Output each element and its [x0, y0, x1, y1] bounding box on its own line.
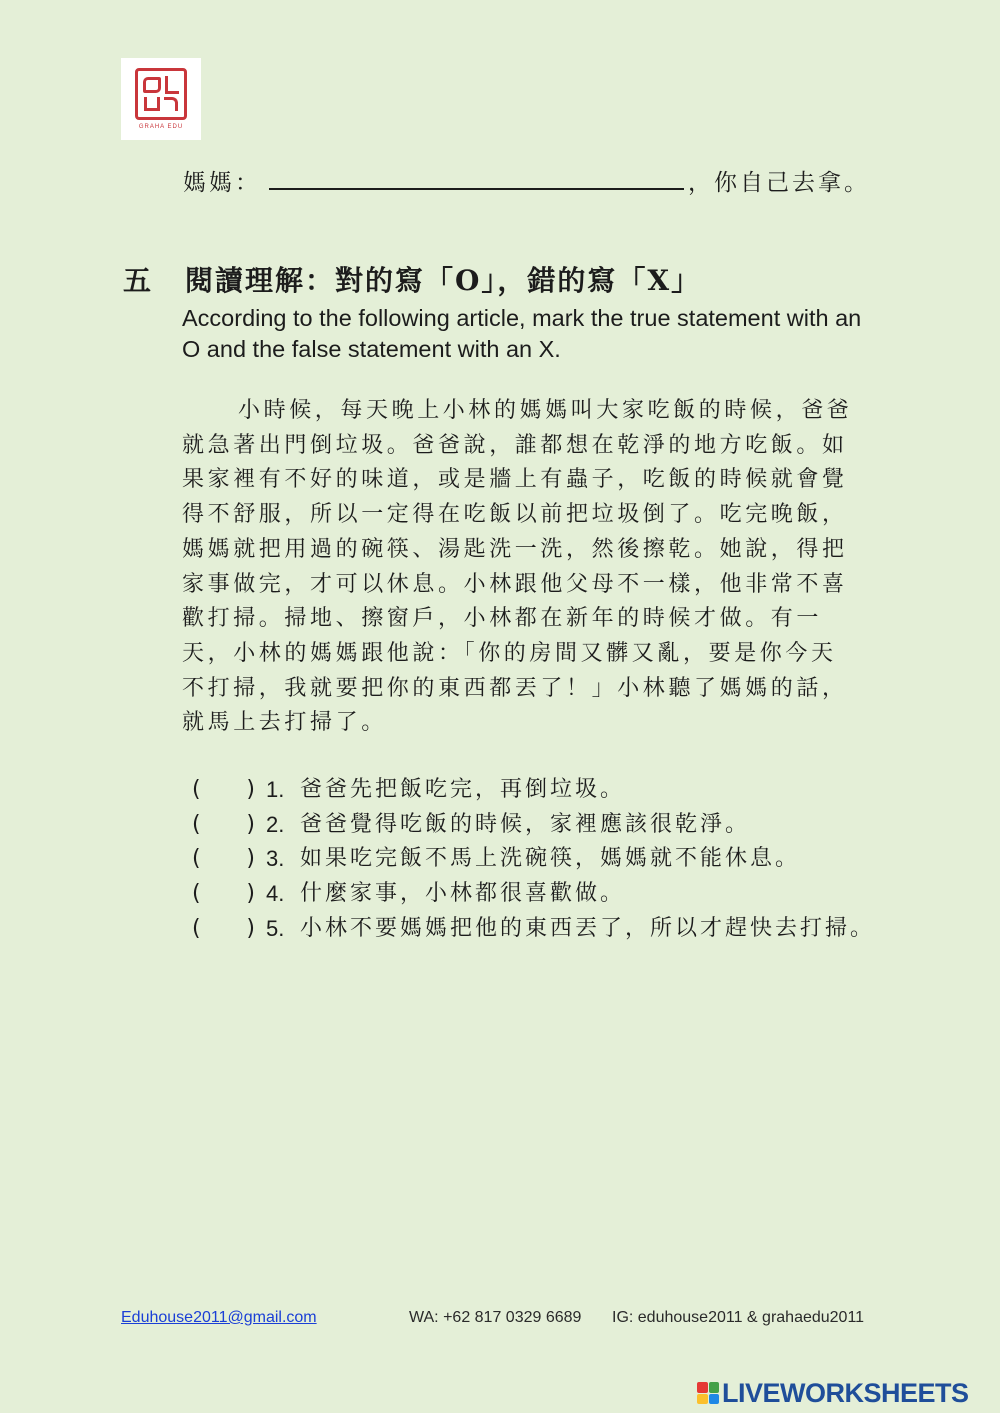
section-heading	[123, 262, 701, 300]
icon-tile-green	[709, 1382, 720, 1393]
question-number: 5.	[266, 915, 285, 941]
question-item	[192, 877, 882, 912]
icon-tile-yellow	[697, 1394, 708, 1405]
question-item	[192, 808, 882, 843]
answer-blank[interactable]	[269, 164, 684, 190]
question-list	[192, 773, 882, 947]
section-number: 五	[123, 264, 154, 297]
dialogue-ending: ，你自己去拿。	[688, 170, 870, 196]
answer-box[interactable]: ( )	[192, 915, 258, 941]
answer-box[interactable]: ( )	[192, 777, 258, 802]
question-number: 2.	[266, 811, 285, 837]
icon-tile-blue	[709, 1394, 720, 1405]
answer-box[interactable]: ( )	[192, 881, 258, 907]
email-link[interactable]: Eduhouse2011@gmail.com	[121, 1309, 317, 1326]
section-instructions: According to the following article, mark the true statement with an O and the false statement with an X.	[182, 305, 862, 362]
question-text: 爸爸覺得吃飯的時候，家裡應該很乾淨。	[300, 811, 751, 837]
reading-passage: 小時候，每天晚上小林的媽媽叫大家吃飯的時候，爸爸就急著出門倒垃圾。爸爸說，誰都想在乾淨的地方吃飯。如果家裡有不好的味道，或是牆上有蟲子，吃飯的時候就會覺得不舒服，所以一定得在吃飯以前把垃圾倒了。吃完晚飯，媽媽就把用過的碗筷、湯匙洗一洗，然後擦乾。她說，得把家事做完，才可以休息。小林跟他父母不一樣，他非常不喜歡打掃。掃地、擦窗戶，小林都在新年的時候才做。有一天，小林的媽媽跟他說：「你的房間又髒又亂，要是你今天不打掃，我就要把你的東西都丟了！」小林聽了媽媽的話，就馬上去打掃了。	[182, 398, 853, 736]
liveworksheets-logo-icon	[697, 1382, 719, 1404]
answer-box[interactable]: ( )	[192, 846, 258, 872]
dialogue-line	[183, 164, 870, 199]
dialogue-speaker: 媽媽：	[183, 170, 261, 196]
icon-tile-red	[697, 1382, 708, 1393]
instagram-contact: IG: eduhouse2011 & grahaedu2011	[612, 1309, 865, 1326]
question-text: 爸爸先把飯吃完，再倒垃圾。	[300, 777, 626, 802]
question-number: 1.	[266, 777, 285, 802]
logo-caption: GRAHA EDU	[138, 124, 184, 130]
section-title: 閱讀理解：對的寫「O」，錯的寫「X」	[185, 264, 702, 297]
liveworksheets-brand[interactable]	[697, 1376, 969, 1410]
question-item	[192, 912, 882, 947]
graha-edu-logo	[121, 58, 201, 140]
question-number: 4.	[266, 881, 285, 907]
seal-mark-icon	[135, 68, 187, 120]
liveworksheets-wordmark: LIVEWORKSHEETS	[722, 1377, 969, 1408]
whatsapp-contact: WA: +62 817 0329 6689	[409, 1309, 582, 1326]
question-number: 3.	[266, 846, 285, 872]
answer-box[interactable]: ( )	[192, 811, 258, 837]
question-text: 如果吃完飯不馬上洗碗筷，媽媽就不能休息。	[300, 846, 801, 872]
question-item	[192, 773, 882, 808]
question-item	[192, 842, 882, 877]
question-text: 什麼家事，小林都很喜歡做。	[300, 881, 626, 907]
question-text: 小林不要媽媽把他的東西丟了，所以才趕快去打掃。	[300, 915, 876, 941]
